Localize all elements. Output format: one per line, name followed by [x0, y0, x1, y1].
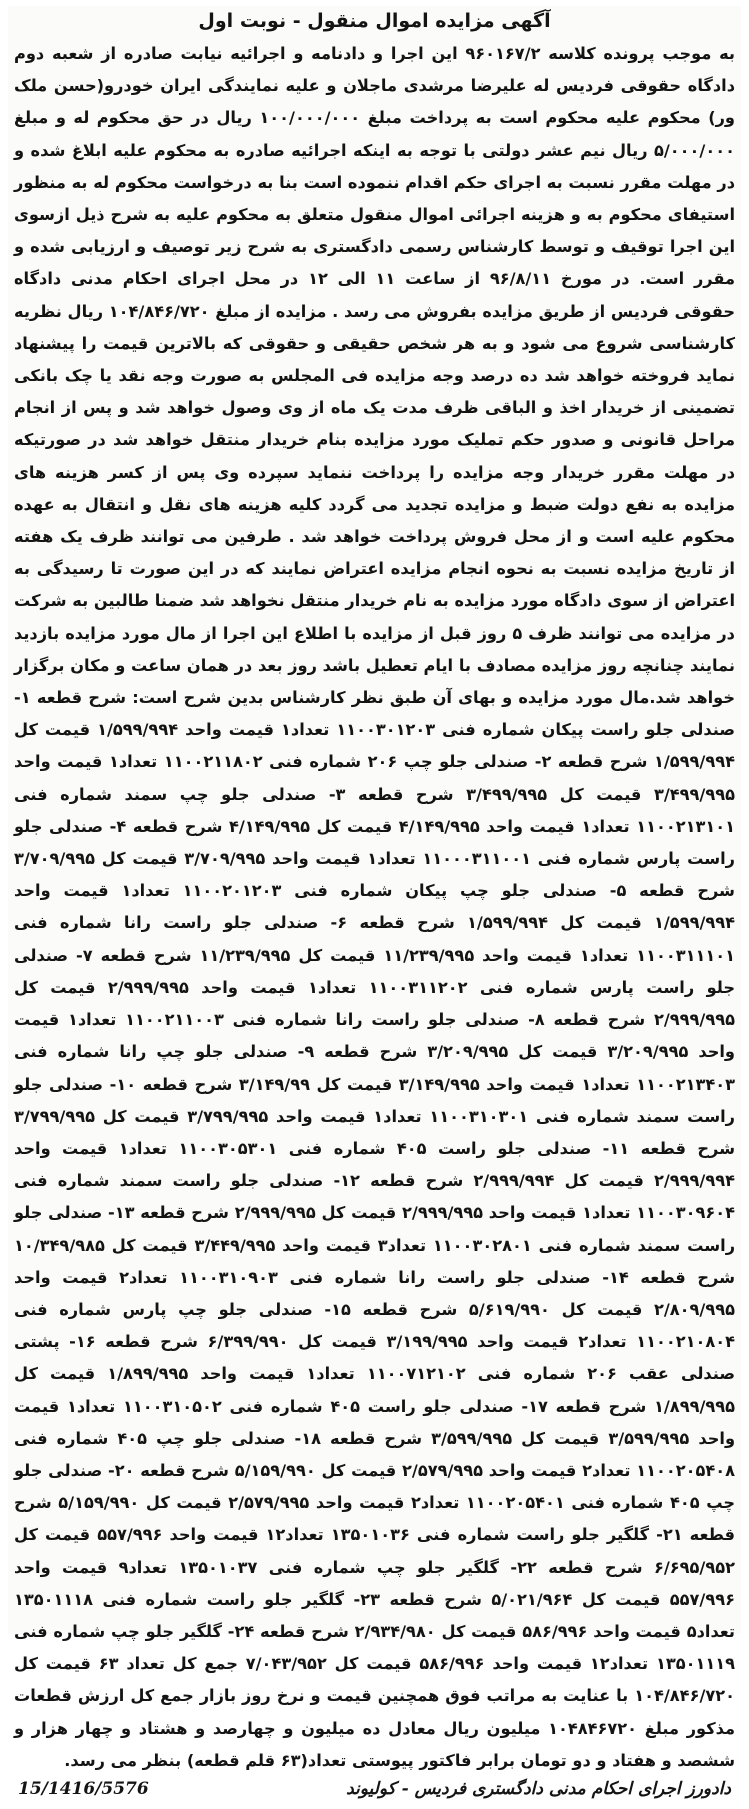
signature-org: دادورز اجرای احکام مدنی دادگستری فردیس - کولیوند: [346, 1778, 731, 1799]
auction-notice: [8, 6, 741, 1799]
notice-paragraph: به موجب پرونده کلاسه ۹۶۰۱۶۷/۲ این اجرا و دادنامه و اجرائیه نیابت صادره از شعبه دوم دادگاه حقوقی فردیس له علیرضا مرشدی ماجلان و علیه نمایندگی ایران خودرو(حسن ملک ور) محکوم علیه محکوم است به پرداخت مبلغ ۱۰۰/۰۰۰/۰۰۰ ریال در حق محکوم له و مبلغ ۵/۰۰۰/۰۰۰ ریال نیم عشر دولتی با توجه به اینکه اجرائیه صادره به محکوم علیه ابلاغ شده و در مهلت مقرر نسبت به اجرای حکم اقدام ننموده است بنا به درخواست محکوم له به منظور استیفای محکوم به و هزینه اجرائی اموال منقول متعلق به محکوم علیه به شرح ذیل ازسوی این اجرا توقیف و توسط کارشناس رسمی دادگستری به شرح زیر توصیف و ارزیابی شده و مقرر است. در مورخ ۹۶/۸/۱۱ از ساعت ۱۱ الی ۱۲ در محل اجرای احکام مدنی دادگاه حقوقی فردیس از طریق مزایده بفروش می رسد . مزایده از مبلغ ۱۰۴/۸۴۶/۷۲۰ ریال نظریه کارشناسی شروع می شود و به هر شخص حقیقی و حقوقی که بالاترین قیمت را پیشنهاد نماید فروخته خواهد شد ده درصد وجه مزایده فی المجلس به صورت وجه نقد یا چک بانکی تضمینی از خریدار اخذ و الباقی ظرف مدت یک ماه از وی وصول خواهد شد و پس از انجام مراحل قانونی و صدور حکم تملیک مورد مزایده بنام خریدار منتقل خواهد شد در صورتیکه در مهلت مقرر خریدار وجه مزایده را پرداخت ننماید سپرده وی پس از کسر هزینه های مزایده به نفع دولت ضبط و مزایده تجدید می گردد کلیه هزینه های نقل و انتقال به عهده محکوم علیه است و از محل فروش پرداخت خواهد شد . طرفین می توانند ظرف یک هفته از تاریخ مزایده نسبت به نحوه انجام مزایده اعتراض نمایند که در این صورت تا رسیدگی به اعتراض از سوی دادگاه مورد مزایده به نام خریدار منتقل نخواهد شد ضمنا طالبین به شرکت در مزایده می توانند ظرف ۵ روز قبل از مزایده با اطلاع این اجرا از مال مورد مزایده بازدید نمایند چنانچه روز مزایده مصادف با ایام تعطیل باشد روز بعد در همان ساعت و مکان برگزار خواهد شد.مال مورد مزایده و بهای آن طبق نظر کارشناس بدین شرح است: شرح قطعه ۱- صندلی جلو راست پیکان شماره فنی ۱۱۰۰۳۰۱۲۰۳ تعداد۱ قیمت واحد ۱/۵۹۹/۹۹۴ قیمت کل ۱/۵۹۹/۹۹۴ شرح قطعه ۲- صندلی جلو چپ ۲۰۶ شماره فنی ۱۱۰۰۲۱۱۸۰۲ تعداد۱ قیمت واحد ۳/۴۹۹/۹۹۵ قیمت کل ۳/۴۹۹/۹۹۵ شرح قطعه ۳- صندلی جلو چپ سمند شماره فنی ۱۱۰۰۲۱۳۱۰۱ تعداد۱ قیمت واحد ۴/۱۴۹/۹۹۵ قیمت کل ۴/۱۴۹/۹۹۵ شرح قطعه ۴- صندلی جلو راست پارس شماره فنی ۱۱۰۰۰۳۱۱۰۰۱ تعداد۱ قیمت واحد ۳/۷۰۹/۹۹۵ قیمت کل ۳/۷۰۹/۹۹۵ شرح قطعه ۵- صندلی جلو چپ پیکان شماره فنی ۱۱۰۰۲۰۱۲۰۳ تعداد۱ قیمت واحد ۱/۵۹۹/۹۹۴ قیمت کل ۱/۵۹۹/۹۹۴ شرح قطعه ۶- صندلی جلو راست رانا شماره فنی ۱۱۰۰۳۱۱۱۰۱ تعداد۱ قیمت واحد ۱۱/۲۳۹/۹۹۵ قیمت کل ۱۱/۲۳۹/۹۹۵ شرح قطعه ۷- صندلی جلو راست پارس شماره فنی ۱۱۰۰۳۱۱۲۰۲ تعداد۱ قیمت واحد ۲/۹۹۹/۹۹۵ قیمت کل ۲/۹۹۹/۹۹۵ شرح قطعه ۸- صندلی جلو راست رانا شماره فنی ۱۱۰۰۲۱۱۰۰۳ تعداد۱ قیمت واحد ۳/۲۰۹/۹۹۵ قیمت کل ۳/۲۰۹/۹۹۵ شرح قطعه ۹- صندلی جلو چپ رانا شماره فنی ۱۱۰۰۲۱۳۴۰۳ تعداد۱ قیمت واحد ۳/۱۴۹/۹۹۵ قیمت کل ۳/۱۴۹/۹۹ شرح قطعه ۱۰- صندلی جلو راست سمند شماره فنی ۱۱۰۰۳۱۰۳۰۱ تعداد۱ قیمت واحد ۳/۷۹۹/۹۹۵ قیمت کل ۳/۷۹۹/۹۹۵ شرح قطعه ۱۱- صندلی جلو راست ۴۰۵ شماره فنی ۱۱۰۰۳۰۵۳۰۱ تعداد۱ قیمت واحد ۲/۹۹۹/۹۹۴ قیمت کل ۲/۹۹۹/۹۹۴ شرح قطعه ۱۲- صندلی جلو راست سمند شماره فنی ۱۱۰۰۳۰۹۶۰۴ تعداد۱ قیمت واحد ۲/۹۹۹/۹۹۵ قیمت کل ۲/۹۹۹/۹۹۵ شرح قطعه ۱۳- صندلی جلو راست سمند شماره فنی ۱۱۰۰۳۰۲۸۰۱ تعداد۳ قیمت واحد ۳/۴۴۹/۹۹۵ قیمت کل ۱۰/۳۴۹/۹۸۵ شرح قطعه ۱۴- صندلی جلو راست رانا شماره فنی ۱۱۰۰۳۱۰۹۰۳ تعداد۲ قیمت واحد ۲/۸۰۹/۹۹۵ قیمت کل ۵/۶۱۹/۹۹۰ شرح قطعه ۱۵- صندلی جلو چپ پارس شماره فنی ۱۱۰۰۲۱۰۸۰۴ تعداد۲ قیمت واحد ۳/۱۹۹/۹۹۵ قیمت کل ۶/۳۹۹/۹۹۰ شرح قطعه ۱۶- پشتی صندلی عقب ۲۰۶ شماره فنی ۱۱۰۰۷۱۲۱۰۲ تعداد۱ قیمت واحد ۱/۸۹۹/۹۹۵ قیمت کل ۱/۸۹۹/۹۹۵ شرح قطعه ۱۷- صندلی جلو راست ۴۰۵ شماره فنی ۱۱۰۰۳۱۰۵۰۲ تعداد۱ قیمت واحد ۳/۵۹۹/۹۹۵ قیمت کل ۳/۵۹۹/۹۹۵ شرح قطعه ۱۸- صندلی جلو چپ ۴۰۵ شماره فنی ۱۱۰۰۲۰۵۴۰۸ تعداد۲ قیمت واحد ۲/۵۷۹/۹۹۵ قیمت کل ۵/۱۵۹/۹۹۰ شرح قطعه ۲۰- صندلی جلو چپ ۴۰۵ شماره فنی ۱۱۰۰۲۰۵۴۰۱ تعداد۲ قیمت واحد ۲/۵۷۹/۹۹۵ قیمت کل ۵/۱۵۹/۹۹۰ شرح قطعه ۲۱- گلگیر جلو راست شماره فنی ۱۳۵۰۱۰۳۶ تعداد۱۲ قیمت واحد ۵۵۷/۹۹۶ قیمت کل ۶/۶۹۵/۹۵۲ شرح قطعه ۲۲- گلگیر جلو چپ شماره فنی ۱۳۵۰۱۰۳۷ تعداد۹ قیمت واحد ۵۵۷/۹۹۶ قیمت کل ۵/۰۲۱/۹۶۴ شرح قطعه ۲۳- گلگیر جلو راست شماره فنی ۱۳۵۰۱۱۱۸ تعداد۵ قیمت واحد ۵۸۶/۹۹۶ قیمت کل ۲/۹۳۴/۹۸۰ شرح قطعه ۲۴- گلگیر جلو چپ شماره فنی ۱۳۵۰۱۱۱۹ تعداد۱۲ قیمت واحد ۵۸۶/۹۹۶ قیمت کل ۷/۰۴۳/۹۵۲ جمع کل تعداد ۶۳ قیمت کل ۱۰۴/۸۴۶/۷۲۰ با عنایت به مراتب فوق همچنین قیمت و نرخ روز بازار جمع کل ارزش قطعات مذکور مبلغ ۱۰۴۸۴۶۷۲۰ میلیون ریال معادل ده میلیون و چهارصد و هشتاد و چهار هزار و ششصد و هفتاد و دو تومان برابر فاکتور پیوستی تعداد(۶۳ قلم قطعه) بنظر می رسد.: [14, 44, 736, 1770]
notice-body: [14, 38, 735, 1777]
notice-title: آگهی مزایده اموال منقول - نوبت اول: [198, 10, 551, 32]
notice-footer: [14, 1779, 735, 1809]
notice-code: 15/1416/5576: [18, 1778, 149, 1799]
